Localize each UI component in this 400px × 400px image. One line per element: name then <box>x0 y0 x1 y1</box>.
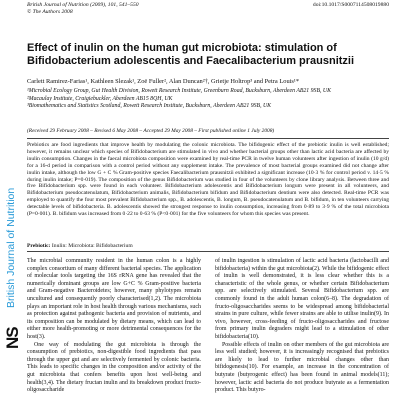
divider <box>27 138 389 139</box>
affiliation-3: ³Biomathematics and Statistics Scotland, Rowett Research Institute, Bucksburn, Aberdeen AB21 9SB, UK <box>27 103 272 110</box>
paragraph: The microbial community resident in the human colon is a highly complex consortium of many different bacterial species. The application of molecular tools targeting the 16S rRNA gene has revealed that the numerically dominant groups are low G+C % Gram-positive bacteria and Gram-negative Bacteroidetes; however, many phylotypes remain uncultured and consequently poorly characterised(1,2). The microbiota plays an important role in host health through various mechanisms, such as protection against pathogenic bacteria and provision of nutrients, and its composition can be modulated by dietary means, which can lead to either more health-promoting or more detrimental consequences for the host(3). <box>27 258 201 340</box>
doi-text: doi:10.1017/S0007114508019880 <box>312 2 389 8</box>
author-list: Carlett Ramirez-Farias¹, Kathleen Slezak¹, Zoë Fuller², Alan Duncan²†, Grietje Holtrop³ and Petra Louis¹* <box>27 78 300 85</box>
abstract <box>27 142 389 218</box>
article-page <box>27 0 389 400</box>
keywords-text: Inulin: Microbiota: Bifidobacterium <box>51 243 133 249</box>
copyright-line: © The Authors 2008 <box>27 9 73 15</box>
abstract-text: Prebiotics are food ingredients that improve health by modulating the colonic microbiota. The bifidogenic effect of the prebiotic inulin is well established; however, it remains unclear which species of Bifidobacterium are stimulated in vivo and whether bacterial groups other than lactic acid bacteria are affected by inulin consumption. Changes in the faecal microbiota composition were examined by real-time PCR in twelve human volunteers after ingestion of inulin (10 g/d) for a 16-d period in comparison with a control period without any supplement intake. The prevalence of most bacterial groups examined did not change after inulin intake, although the low G + C % Gram-positive species Faecalibacterium prausnitzii exhibited a significant increase (10·3 % for control period v. 14·5 % during inulin intake; P=0·019). The composition of the genus Bifidobacterium was studied in four of the volunteers by clone library analysis. Between three and five Bifidobacterium spp. were found in each volunteer. Bifidobacterium adolescentis and Bifidobacterium longum were present in all volunteers, and Bifidobacterium pseudocatenulatum, Bifidobacterium animalis, Bifidobacterium bifidum and Bifidobacterium dentium were also detected. Real-time PCR was employed to quantify the four most prevalent Bifidobacterium spp., B. adolescentis, B. longum, B. pseudocatenulatum and B. bifidum, in ten volunteers carrying detectable levels of bifidobacteria. B. adolescentis showed the strongest response to inulin consumption, increasing from 0·89 to 3·9 % of the total microbiota (P=0·001). B. bifidum was increased from 0·22 to 0·63 % (P<0·001) for the five volunteers for whom this species was present. <box>27 142 389 218</box>
body-column-right <box>215 258 389 395</box>
paragraph: Possible effects of inulin on other members of the gut microbiota are less well studied; however, it is increasingly recognised that prebiotics are likely to lead to further microbial changes other than bifidogenesis(10). For example, an increase in the concentration of butyrate (butyrogenic effect) has been found in animal models(11); however, lactic acid bacteria do not produce butyrate as a fermentation product. This butyro- <box>215 341 389 394</box>
ns-logo: NS <box>3 327 22 349</box>
keywords <box>27 243 389 250</box>
journal-citation: British Journal of Nutrition (2009), 101, 541–550 <box>27 2 139 8</box>
keywords-label: Prebiotic: <box>27 243 51 249</box>
journal-name-vertical: British Journal of Nutrition <box>5 187 17 308</box>
body-column-left <box>27 258 201 395</box>
affiliation-1: ¹Microbial Ecology Group, Gut Health Division, Rowett Research Institute, Greenburn Road, Bucksburn, Aberdeen AB21 9SB, UK <box>27 88 331 94</box>
received-dates: (Received 29 February 2008 – Revised 6 May 2008 – Accepted 29 May 2008 – First published online 1 July 2008) <box>27 128 275 134</box>
journal-header <box>27 2 139 16</box>
divider <box>27 251 389 252</box>
paragraph: of inulin ingestion is stimulation of lactic acid bacteria (lactobacilli and bifidobacteria) within the gut microbiota(2). While the bifidogenic effect of inulin is well demonstrated, it is less clear whether this is a characteristic of the whole genus, or whether certain Bifidobacterium spp. are selectively stimulated. Several Bifidobacterium spp. are commonly found in the adult human colon(6–8). The degradation of fructo-oligosaccharides seems to be widespread among bifidobacterial strains in pure culture, while fewer strains are able to utilise inulin(9). In vivo, however, cross-feeding of fructo-oligosaccharides and fructose from primary inulin degraders might lead to a stimulation of other bifidobacteria(10). <box>215 258 389 340</box>
journal-sidebar <box>0 0 22 400</box>
article-title: Effect of inulin on the human gut microbiota: stimulation of Bifidobacterium adolescentis and Faecalibacterium prausnitzii <box>27 42 355 67</box>
paragraph: One way of modulating the gut microbiota is through the consumption of prebiotics, non-digestible food ingredients that pass through the upper gut and are selectively fermented by colonic bacteria. This leads to specific changes in the composition and/or activity of the gut microbiota that confers benefits upon host well-being and health(3,4). The dietary fructan inulin and its breakdown product fructo-oligosaccharide <box>27 341 201 394</box>
affiliation-2: ²Macaulay Institute, Craigiebuckler, Aberdeen AB15 8QH, UK <box>27 95 173 102</box>
affiliations <box>27 88 389 111</box>
